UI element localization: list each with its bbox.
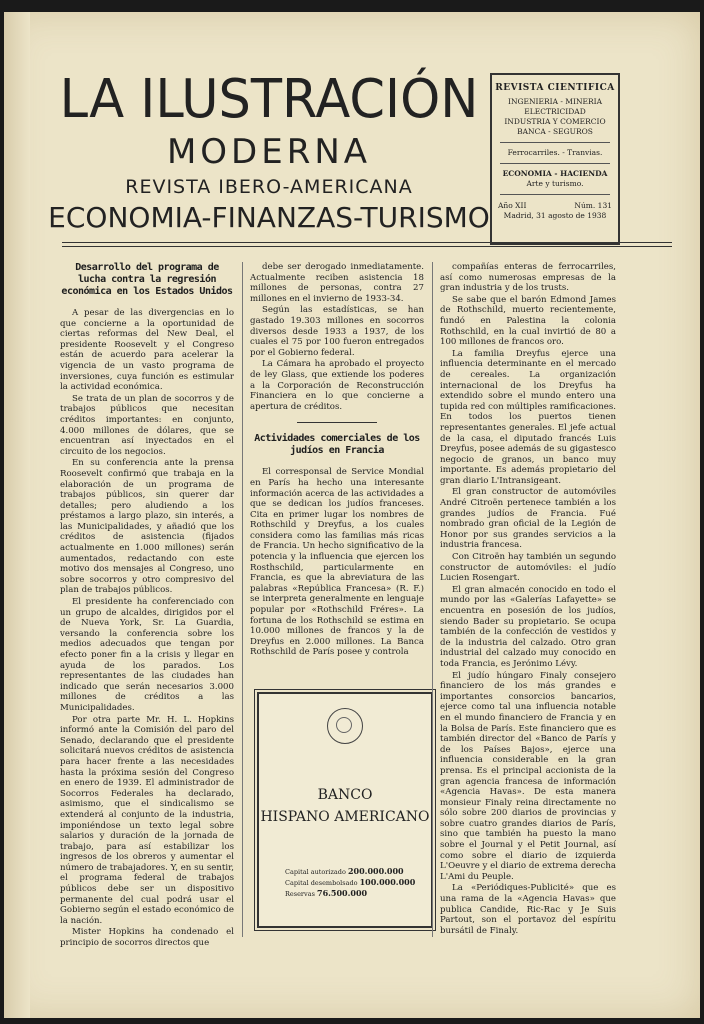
figure-label: Capital autorizado — [285, 868, 346, 876]
bank-name-line: BANCO — [317, 787, 373, 803]
bank-figure-row — [285, 888, 431, 899]
bank-figures — [259, 866, 431, 899]
paragraph: Mister Hopkins ha condenado el principio de socorros directos que — [60, 927, 234, 949]
column-divider — [242, 262, 243, 937]
paragraph: La familia Dreyfus ejerce una influencia determinante en el mercado de cereales. La organización internacional de los Dreyfus ha extendido sobre el mundo entero una tupida red con múltiples ramificaciones. En todos los puertos tienen representantes generales. El jefe actual de la casa, el diputado francés Luis Dreyfus, posee además de su gigastesco negocio de granos, un banco muy importante. Es además propietario del gran diario L'Intransigeant. — [440, 348, 616, 486]
paragraph: Con Citroën hay también un segundo constructor de automóviles: el judío Lucien Rosengart. — [440, 552, 616, 584]
masthead-title: LA ILUSTRACIÓN — [59, 68, 479, 131]
column-3 — [440, 262, 616, 937]
paragraph: El corresponsal de Service Mondial en París ha hecho una interesante información acerca de las actividades a que se dedican los judíos franceses. Cita en primer lugar los nombres de Rothschild y Dreyfus, a los cuales considera como las familias más ricas de Francia. Un hecho significativo de la potencia y la influencia que ejercen los Rosthschild, particularmente en Francia, es que la abreviatura de las palabras «República Francesa» (R. F.) se interpreta generalmente en lenguaje popular por «Rothschild Fréres». La fortuna de los Rothschild se estima en 10.000 millones de francos y la de Dreyfus en 2.000 millones. La Banca Rothschild de París posee y controla — [250, 467, 424, 658]
bank-emblem-icon — [327, 708, 363, 744]
paragraph: compañías enteras de ferrocarriles, así como numerosas empresas de la gran industria y de los trusts. — [440, 262, 616, 294]
info-box-divider — [500, 142, 610, 143]
bank-name-line: HISPANO AMERICANO — [260, 809, 430, 825]
info-box-line: BANCA - SEGUROS — [517, 127, 593, 136]
article-heading: Actividades comerciales de los judíos en Francia — [254, 433, 420, 457]
section-rule — [297, 422, 377, 423]
paragraph: El presidente ha conferenciado con un grupo de alcaldes, dirigidos por el de Nueva York, Sr. La Guardia, versando la conferencia sobre los medios adecuados que tengan por efecto poner fin a la crisis y llegar en ayuda de los parados. Los representantes de las ciudades han indicado que serán necesarios 3.000 millones de créditos a las Municipalidades. — [60, 597, 234, 713]
masthead-topics: ECONOMIA-FINANZAS-TURISMO — [48, 201, 490, 234]
info-box-issue — [492, 200, 618, 211]
figure-value: 100.000.000 — [359, 877, 416, 887]
paragraph: El judío húngaro Finaly consejero financiero de los más grandes e importantes consorcios bancarios, ejerce como tal una influencia notable en el mundo financiero de Francia y en la Bolsa de París. Este financiero que es también director del «Banco de París y de los Países Bajos», ejerce una influencia considerable en la gran prensa. Es el principal accionista de la gran agencia francesa de información «Agencia Havas». De esta manera monsieur Finaly reina directamente no sólo sobre 200 diarios de provincias y sobre cuatro grandes diarios de París, sino que también ha puesto la mano sobre el Journal y el Petit Journal, así como sobre el diario de izquierda L'Oeuvre y el diario de extrema derecha L'Ami du Peuple. — [440, 670, 616, 882]
column-divider — [432, 262, 433, 937]
paragraph: Se trata de un plan de socorros y de trabajos públicos que necesitan créditos importantes: en conjunto, 4.000 millones de dólares, que se encuentran así inyectados en el circuito de los negocios. — [60, 393, 234, 457]
bank-advertisement — [257, 692, 433, 928]
figure-value: 200.000.000 — [347, 866, 404, 876]
paragraph: El gran almacén conocido en todo el mundo por las «Galerías Lafayette» se encuentra en posesión de los judíos, siendo Bader su propietario. Se ocupa también de la confección de vestidos y de la industria del calzado. Otro gran industrial del calzado muy conocido en toda Francia, es Jerónimo Lévy. — [440, 584, 616, 669]
info-box-line: INGENIERIA - MINERIA — [507, 97, 603, 106]
page-binding-shadow — [4, 12, 30, 1018]
info-box-divider — [500, 163, 610, 164]
paragraph: A pesar de las divergencias en lo que concierne a la oportunidad de ciertas reformas del New Deal, el presidente Roosevelt y el Congreso están de acuerdo para acelerar la vigencia de un vasto programa de inversiones, cuya función es estimular la actividad económica. — [60, 308, 234, 393]
info-box-header: REVISTA CIENTIFICA — [495, 83, 615, 93]
bank-name — [259, 784, 431, 828]
article-heading: Desarrollo del programa de lucha contra la regresión económica en los Estados Unidos — [61, 262, 233, 297]
masthead — [44, 68, 494, 236]
info-box-line: INDUSTRIA Y COMERCIO — [504, 117, 606, 126]
issue-date: Madrid, 31 agosto de 1938 — [503, 211, 607, 220]
newspaper-page — [4, 12, 700, 1018]
paragraph: En su conferencia ante la prensa Roosevelt confirmó que trabaja en la elaboración de un programa de trabajos públicos, sin querer dar detalles; pero aludiendo a los préstamos a largo plazo, sin interés, a las Municipalidades, y añadió que los créditos de asistencia (fijados actualmente en 1.000 millones) serán aumentados, redactando con este motivo dos mensajes al Congreso, uno sobre socorros y otro compresivo del plan de trabajos públicos. — [60, 458, 234, 596]
paragraph: debe ser derogado inmediatamente. Actualmente reciben asistencia 18 millones de personas, contra 27 millones en el invierno de 1933-34. — [250, 262, 424, 304]
info-box-line: ECONOMIA - HACIENDA — [502, 169, 608, 178]
bank-figure-row — [285, 877, 431, 888]
bank-figure-row — [285, 866, 431, 877]
column-1 — [60, 262, 234, 950]
info-box-divider — [500, 194, 610, 195]
masthead-subtitle: MODERNA — [166, 132, 372, 172]
paragraph: La Cámara ha aprobado el proyecto de ley Glass, que extiende los poderes a la Corporación de Reconstrucción Financiera en lo que concierne a apertura de créditos. — [250, 359, 424, 412]
info-box-line: ELECTRICIDAD — [524, 107, 586, 116]
figure-label: Reservas — [285, 890, 315, 898]
figure-label: Capital desembolsado — [285, 879, 358, 887]
paragraph: Por otra parte Mr. H. L. Hopkins informó ante la Comisión del paro del Senado, declarando que el presidente solicitará nuevos créditos de asistencia para hacer frente a las necesidades hasta la próxima sesión del Congreso en enero de 1939. El administrador de Socorros Federales ha declarado, asimismo, que el sindicalismo se extenderá al conjunto de la industria, imponiéndose un texto legal sobre salarios y duración de la jornada de trabajo, para así estabilizar los ingresos de los obreros y aumentar el número de trabajadores. Y, en su sentir, el programa federal de trabajos públicos debe ser un dispositivo permanente del cual podrá usar el Gobierno según el estado económico de la nación. — [60, 714, 234, 926]
info-box-line: Arte y turismo. — [526, 179, 584, 188]
paragraph: Se sabe que el barón Edmond James de Rothschild, muerto recientemente, fundó en Palestina la colonia Rothschild, en la cual invirtió de 80 a 100 millones de francos oro. — [440, 294, 616, 348]
figure-value: 76.500.000 — [317, 888, 368, 898]
info-box — [490, 73, 620, 245]
issue-year: Año XII — [498, 201, 527, 210]
paragraph: La «Periódiques-Publicité» que es una rama de la «Agencia Havas» que publica Candide, Ric-Rac y Je Suis Partout, son el portavoz del espíritu bursátil de Finaly. — [440, 883, 616, 936]
masthead-revista: REVISTA IBERO-AMERICANA — [125, 176, 413, 198]
masthead-rule — [62, 242, 672, 243]
paragraph: Según las estadísticas, se han gastado 19.303 millones en socorros diversos desde 1933 a 1937, de los cuales el 75 por 100 fueron entregados por el Gobierno federal. — [250, 305, 424, 358]
masthead-rule — [62, 246, 672, 247]
column-2 — [250, 262, 424, 659]
issue-number: Núm. 131 — [574, 201, 612, 210]
paragraph: El gran constructor de automóviles André Citroën pertenece también a los grandes judíos de Francia. Fué nombrado gran oficial de la Legión de Honor por sus grandes servicios a la industria francesa. — [440, 487, 616, 551]
info-box-line: Ferrocarriles. - Tranvias. — [507, 148, 603, 157]
